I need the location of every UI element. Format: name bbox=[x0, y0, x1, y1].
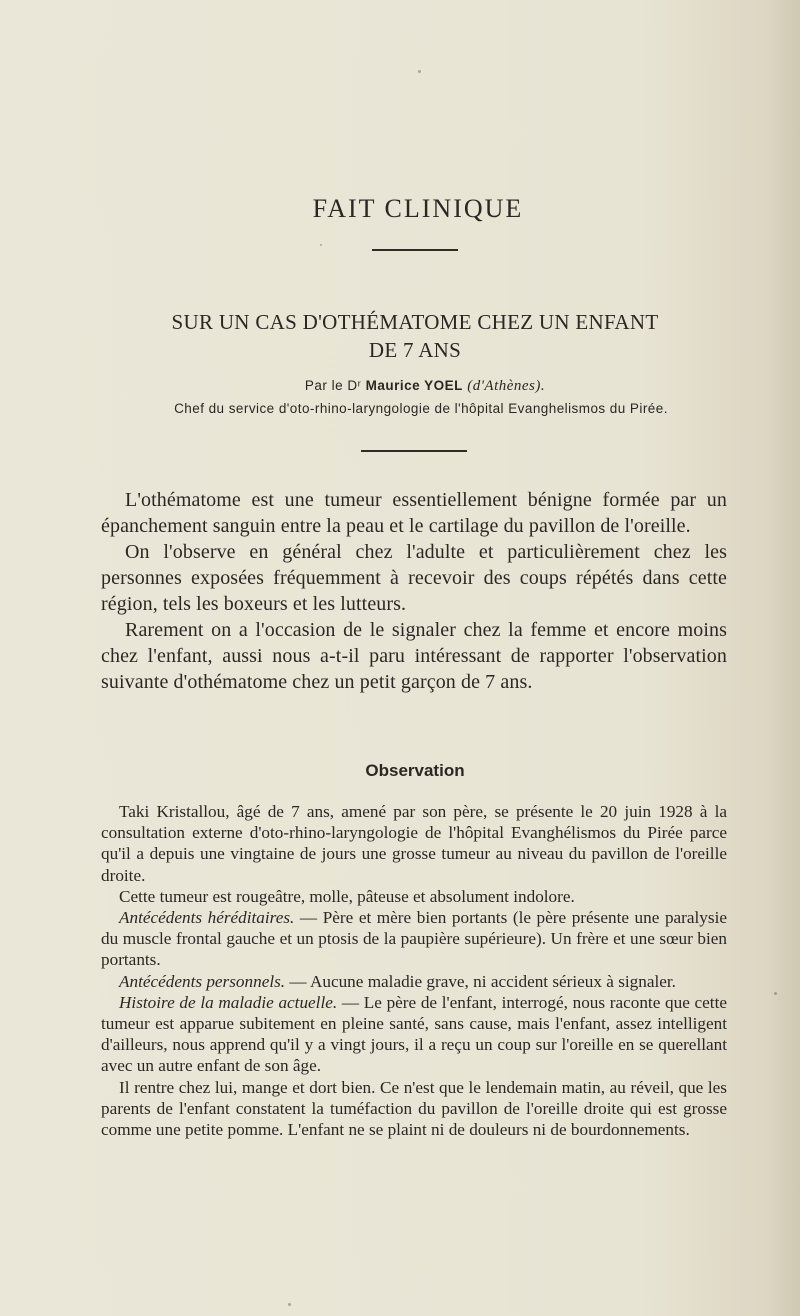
observation-paragraph bbox=[101, 971, 727, 992]
author-affiliation: Chef du service d'oto-rhino-laryngologie de l'hôpital Evanghelismos du Pirée. bbox=[174, 401, 668, 416]
title-divider bbox=[372, 249, 458, 251]
paper-speck bbox=[774, 992, 777, 995]
author-name: Maurice YOEL bbox=[365, 378, 463, 393]
observation-paragraph: Il rentre chez lui, mange et dort bien. Ce n'est que le lendemain matin, au réveil, que les parents de l'enfant constatent la tuméfaction du pavillon de l'oreille droite qui est grosse comme une petite pomme. L'enfant ne se plaint ni de douleurs ni de bourdonnements. bbox=[101, 1077, 727, 1140]
paper-speck bbox=[320, 244, 322, 246]
paper-speck bbox=[418, 70, 421, 73]
section-heading-observation: Observation bbox=[365, 761, 465, 780]
article-subtitle bbox=[100, 308, 730, 364]
intro-paragraph: Rarement on a l'occasion de le signaler chez la femme et encore moins chez l'enfant, aussi nous a-t-il paru intéressant de rapporter l'observation suivante d'othématome chez un petit garçon de 7 ans. bbox=[101, 619, 727, 693]
paper-speck bbox=[288, 1303, 291, 1306]
author-city: (d'Athènes). bbox=[467, 378, 546, 394]
observation-paragraph: Taki Kristallou, âgé de 7 ans, amené par son père, se présente le 20 juin 1928 à la consultation externe d'oto-rhino-laryngologie de l'hôpital Evanghélismos du Pirée parce qu'il a depuis une vingtaine de jours une grosse tumeur au niveau du pavillon de l'oreille droite. bbox=[101, 802, 727, 885]
intro-paragraph: On l'observe en général chez l'adulte et particulièrement chez les personnes exposées fréquemment à recevoir des coups répétés dans cette région, tels les boxeurs et les lutteurs. bbox=[101, 541, 727, 615]
personal-history-text: — Aucune maladie grave, ni accident sérieux à signaler. bbox=[285, 971, 676, 991]
intro-paragraph: L'othématome est une tumeur essentiellement bénigne formée par un épanchement sanguin entre la peau et le cartilage du pavillon de l'oreille. bbox=[101, 489, 727, 537]
observation-paragraph: Cette tumeur est rougeâtre, molle, pâteuse et absolument indolore. bbox=[119, 886, 575, 906]
introduction bbox=[101, 487, 727, 695]
personal-history-label: Antécédents personnels. bbox=[119, 971, 286, 991]
header-divider bbox=[361, 450, 467, 452]
hereditary-history-label: Antécédents héréditaires. bbox=[119, 908, 295, 928]
article-title: FAIT CLINIQUE bbox=[312, 194, 524, 223]
observation-paragraph bbox=[101, 907, 727, 971]
subtitle-line-1: SUR UN CAS D'OTHÉMATOME CHEZ UN ENFANT bbox=[171, 310, 659, 334]
subtitle-line-2: DE 7 ANS bbox=[368, 338, 462, 362]
current-illness-text: — Le père de l'enfant, interrogé, nous raconte que cette tumeur est apparue subitement en pleine santé, sans cause, mais l'enfant, assez intelligent d'ailleurs, nous apprend qu'il y a vingt jours, il a reçu un coup sur l'oreille en se querellant avec un autre enfant de son âge. bbox=[101, 992, 727, 1076]
hereditary-history-text: — Père et mère bien portants (le père présente une paralysie du muscle frontal gauche et un ptosis de la paupière supérieure). Un frère et une sœur bien portants. bbox=[101, 908, 727, 970]
observation-body bbox=[101, 801, 727, 1140]
author-prefix: Par le Dʳ bbox=[304, 378, 362, 393]
author-line bbox=[0, 378, 800, 395]
observation-paragraph bbox=[101, 992, 727, 1077]
current-illness-label: Histoire de la maladie actuelle. bbox=[119, 992, 338, 1012]
